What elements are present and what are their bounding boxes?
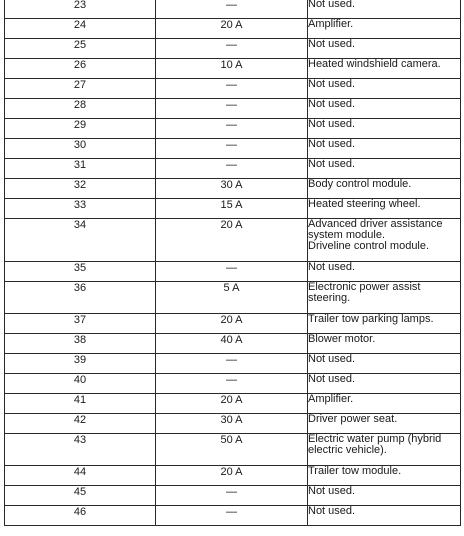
table-row bbox=[5, 466, 461, 486]
table-row bbox=[5, 199, 461, 219]
fuse-description bbox=[308, 199, 461, 219]
fuse-description bbox=[308, 79, 461, 99]
description-line: Not used. bbox=[308, 118, 356, 130]
fuse-description bbox=[308, 414, 461, 434]
description-line: Blower motor. bbox=[308, 333, 376, 345]
table-row bbox=[5, 0, 461, 19]
fuse-rating: — bbox=[156, 119, 308, 139]
description-line: electric vehicle). bbox=[308, 444, 387, 456]
description-line: Not used. bbox=[308, 38, 356, 50]
fuse-description bbox=[308, 39, 461, 59]
fuse-rating: — bbox=[156, 354, 308, 374]
description-line: Not used. bbox=[308, 505, 356, 517]
table-row bbox=[5, 39, 461, 59]
fuse-rating: — bbox=[156, 486, 308, 506]
fuse-rating: 15 A bbox=[156, 199, 308, 219]
fuse-description bbox=[308, 119, 461, 139]
fuse-number: 27 bbox=[5, 79, 156, 99]
fuse-description bbox=[308, 394, 461, 414]
description-line: Heated steering wheel. bbox=[308, 198, 421, 210]
table-row bbox=[5, 262, 461, 282]
description-line: Driver power seat. bbox=[308, 413, 398, 425]
fuse-rating: 40 A bbox=[156, 334, 308, 354]
fuse-rating: 30 A bbox=[156, 414, 308, 434]
description-line: Not used. bbox=[308, 98, 356, 110]
fuse-rating: 20 A bbox=[156, 394, 308, 414]
fuse-number: 35 bbox=[5, 262, 156, 282]
description-line: Trailer tow parking lamps. bbox=[308, 313, 434, 325]
fuse-number: 30 bbox=[5, 139, 156, 159]
fuse-number: 23 bbox=[5, 0, 156, 19]
table-row bbox=[5, 354, 461, 374]
fuse-number: 40 bbox=[5, 374, 156, 394]
fuse-number: 45 bbox=[5, 486, 156, 506]
table-row bbox=[5, 394, 461, 414]
table-row bbox=[5, 486, 461, 506]
description-line: Not used. bbox=[308, 373, 356, 385]
description-line: Driveline control module. bbox=[308, 240, 430, 252]
fuse-number: 44 bbox=[5, 466, 156, 486]
description-line: Body control module. bbox=[308, 178, 412, 190]
table-row bbox=[5, 334, 461, 354]
table-row bbox=[5, 219, 461, 262]
fuse-rating: 10 A bbox=[156, 59, 308, 79]
fuse-table bbox=[4, 0, 461, 526]
fuse-number: 36 bbox=[5, 282, 156, 314]
fuse-number: 34 bbox=[5, 219, 156, 262]
table-row bbox=[5, 282, 461, 314]
table-row bbox=[5, 434, 461, 466]
fuse-description bbox=[308, 139, 461, 159]
fuse-rating: — bbox=[156, 139, 308, 159]
fuse-number: 32 bbox=[5, 179, 156, 199]
fuse-description bbox=[308, 466, 461, 486]
description-line: Electronic power assist bbox=[308, 281, 421, 293]
fuse-rating: — bbox=[156, 262, 308, 282]
fuse-description bbox=[308, 59, 461, 79]
fuse-rating: 5 A bbox=[156, 282, 308, 314]
fuse-rating: — bbox=[156, 39, 308, 59]
fuse-description bbox=[308, 159, 461, 179]
fuse-description bbox=[308, 0, 461, 19]
fuse-rating: 20 A bbox=[156, 314, 308, 334]
description-line: Not used. bbox=[308, 485, 356, 497]
fuse-number: 28 bbox=[5, 99, 156, 119]
fuse-table-body bbox=[5, 0, 461, 526]
table-row bbox=[5, 99, 461, 119]
fuse-description bbox=[308, 434, 461, 466]
fuse-rating: — bbox=[156, 374, 308, 394]
fuse-number: 26 bbox=[5, 59, 156, 79]
description-line: Heated windshield camera. bbox=[308, 58, 441, 70]
fuse-description bbox=[308, 374, 461, 394]
table-row bbox=[5, 59, 461, 79]
fuse-rating: 20 A bbox=[156, 219, 308, 262]
fuse-description bbox=[308, 219, 461, 262]
fuse-rating: 20 A bbox=[156, 466, 308, 486]
fuse-rating: — bbox=[156, 0, 308, 19]
fuse-number: 37 bbox=[5, 314, 156, 334]
fuse-rating: — bbox=[156, 506, 308, 526]
description-line: Electric water pump (hybrid bbox=[308, 433, 442, 445]
description-line: Not used. bbox=[308, 353, 356, 365]
fuse-number: 39 bbox=[5, 354, 156, 374]
fuse-number: 24 bbox=[5, 19, 156, 39]
table-row bbox=[5, 159, 461, 179]
description-line: Not used. bbox=[308, 138, 356, 150]
description-line: Amplifier. bbox=[308, 393, 354, 405]
fuse-number: 46 bbox=[5, 506, 156, 526]
fuse-description bbox=[308, 99, 461, 119]
fuse-rating: 30 A bbox=[156, 179, 308, 199]
table-row bbox=[5, 314, 461, 334]
description-line: Not used. bbox=[308, 158, 356, 170]
fuse-description bbox=[308, 262, 461, 282]
table-row bbox=[5, 79, 461, 99]
fuse-description bbox=[308, 354, 461, 374]
table-row bbox=[5, 139, 461, 159]
description-line: Not used. bbox=[308, 261, 356, 273]
description-line: Advanced driver assistance bbox=[308, 218, 443, 230]
table-row bbox=[5, 414, 461, 434]
fuse-number: 38 bbox=[5, 334, 156, 354]
fuse-number: 43 bbox=[5, 434, 156, 466]
fuse-description bbox=[308, 334, 461, 354]
fuse-description bbox=[308, 506, 461, 526]
fuse-description bbox=[308, 282, 461, 314]
fuse-description bbox=[308, 314, 461, 334]
fuse-rating: — bbox=[156, 79, 308, 99]
table-row bbox=[5, 506, 461, 526]
table-row bbox=[5, 374, 461, 394]
description-line: Trailer tow module. bbox=[308, 465, 402, 477]
description-line: steering. bbox=[308, 292, 351, 304]
table-row bbox=[5, 19, 461, 39]
description-line: Amplifier. bbox=[308, 18, 354, 30]
fuse-rating: 50 A bbox=[156, 434, 308, 466]
fuse-description bbox=[308, 19, 461, 39]
fuse-description bbox=[308, 179, 461, 199]
description-line: Not used. bbox=[308, 0, 356, 10]
table-row bbox=[5, 119, 461, 139]
fuse-number: 25 bbox=[5, 39, 156, 59]
fuse-rating: — bbox=[156, 159, 308, 179]
description-line: Not used. bbox=[308, 78, 356, 90]
description-line: system module. bbox=[308, 229, 386, 241]
fuse-number: 33 bbox=[5, 199, 156, 219]
fuse-description bbox=[308, 486, 461, 506]
fuse-number: 42 bbox=[5, 414, 156, 434]
fuse-number: 31 bbox=[5, 159, 156, 179]
fuse-number: 29 bbox=[5, 119, 156, 139]
table-row bbox=[5, 179, 461, 199]
fuse-rating: 20 A bbox=[156, 19, 308, 39]
fuse-number: 41 bbox=[5, 394, 156, 414]
fuse-rating: — bbox=[156, 99, 308, 119]
